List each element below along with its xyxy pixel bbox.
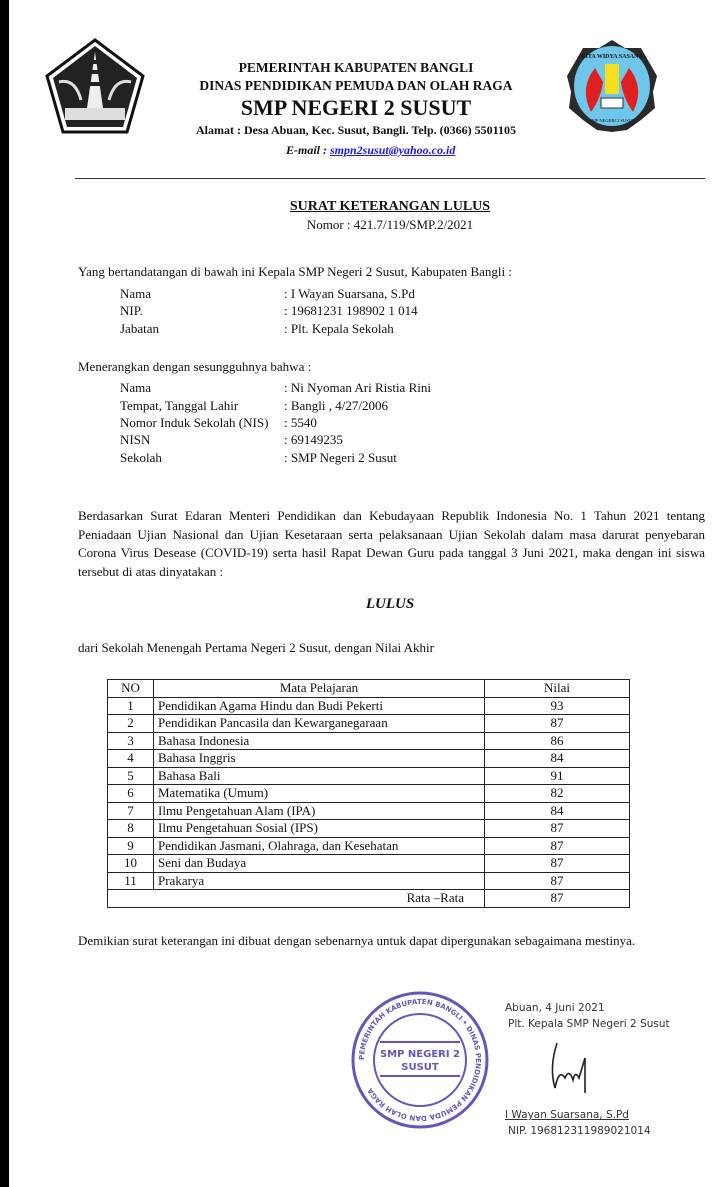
subject-name: Pendidikan Agama Hindu dan Budi Pekerti <box>154 697 485 715</box>
table-row <box>108 837 630 855</box>
row-number: 2 <box>108 715 154 733</box>
row-number: 3 <box>108 732 154 750</box>
grade-value: 87 <box>485 715 630 733</box>
subject-name: Matematika (Umum) <box>154 785 485 803</box>
signer-row: Nama : I Wayan Suarsana, S.Pd <box>120 286 415 301</box>
table-row <box>108 750 630 768</box>
grade-value: 91 <box>485 767 630 785</box>
col-grade: Nilai <box>485 680 630 698</box>
school-stamp <box>350 990 490 1130</box>
kabupaten-bangli-logo <box>45 38 145 136</box>
stamp-ring-text: PEMERINTAH KABUPATEN BANGLI • DINAS PENDIDIKAN PEMUDA DAN OLAH RAGA <box>357 997 483 1123</box>
grades-intro: dari Sekolah Menengah Pertama Negeri 2 Susut, dengan Nilai Akhir <box>78 640 434 655</box>
grade-value: 87 <box>485 820 630 838</box>
header-divider <box>75 178 705 179</box>
table-row <box>108 785 630 803</box>
smp-negeri-2-susut-logo <box>565 38 659 134</box>
row-number: 6 <box>108 785 154 803</box>
email-label: E-mail : <box>286 143 330 157</box>
grade-value: 82 <box>485 785 630 803</box>
table-row <box>108 855 630 873</box>
signer-name: I Wayan Suarsana, S.Pd <box>505 1109 629 1121</box>
student-row: Tempat, Tanggal Lahir : Bangli , 4/27/2006 <box>120 398 388 413</box>
signer-nip: NIP. 196812311989021014 <box>508 1125 651 1137</box>
row-number: 4 <box>108 750 154 768</box>
signature-position: Plt. Kepala SMP Negeri 2 Susut <box>508 1018 670 1030</box>
row-number: 11 <box>108 872 154 890</box>
col-subject: Mata Pelajaran <box>154 680 485 698</box>
black-border <box>0 0 9 1187</box>
average-row <box>108 890 630 908</box>
basis-paragraph: Berdasarkan Surat Edaran Menteri Pendidikan dan Kebudayaan Republik Indonesia No. 1 Tahun 2021 tentang Peniadaan Ujian Nasional dan Ujian Kesetaraan serta pelaksanaan Ujian Sekolah dalam masa darurat penyebaran Corona Virus Desease (COVID-19) serta hasil Rapat Dewan Guru pada tanggal 3 Juni 2021, maka dengan ini siswa tersebut di atas dinyatakan : <box>78 508 705 579</box>
closing-paragraph: Demikian surat keterangan ini dibuat dengan sebenarnya untuk dapat dipergunakan sebagaimana mestinya. <box>78 933 636 948</box>
student-row: NISN : 69149235 <box>120 432 343 447</box>
subject-name: Bahasa Inggris <box>154 750 485 768</box>
average-label: Rata –Rata <box>108 890 485 908</box>
table-row <box>108 697 630 715</box>
row-number: 8 <box>108 820 154 838</box>
school-name: SMP NEGERI 2 SUSUT <box>240 95 472 120</box>
table-header-row <box>108 680 630 698</box>
subject-name: Pendidikan Jasmani, Olahraga, dan Kesehatan <box>154 837 485 855</box>
table-row <box>108 715 630 733</box>
signature-place-date: Abuan, 4 Juni 2021 <box>505 1002 605 1014</box>
subject-name: Seni dan Budaya <box>154 855 485 873</box>
subject-name: Bahasa Indonesia <box>154 732 485 750</box>
school-address: Alamat : Desa Abuan, Kec. Susut, Bangli. Telp. (0366) 5501105 <box>195 123 517 137</box>
signer-row: NIP. : 19681231 198902 1 014 <box>120 303 418 318</box>
row-number: 1 <box>108 697 154 715</box>
table-row <box>108 732 630 750</box>
stamp-center-2: SUSUT <box>401 1062 439 1073</box>
average-value: 87 <box>485 890 630 908</box>
table-row <box>108 872 630 890</box>
student-row: Nomor Induk Sekolah (NIS) : 5540 <box>120 415 317 430</box>
subject-name: Ilmu Pengetahuan Alam (IPA) <box>154 802 485 820</box>
row-number: 7 <box>108 802 154 820</box>
table-row <box>108 802 630 820</box>
stamp-center-1: SMP NEGERI 2 <box>379 1049 461 1060</box>
subject-name: Prakarya <box>154 872 485 890</box>
subject-name: Bahasa Bali <box>154 767 485 785</box>
grade-value: 87 <box>485 837 630 855</box>
grades-table <box>107 679 630 908</box>
row-number: 9 <box>108 837 154 855</box>
grade-value: 87 <box>485 855 630 873</box>
grade-value: 84 <box>485 802 630 820</box>
grade-value: 86 <box>485 732 630 750</box>
svg-text:PEMERINTAH KABUPATEN BANGLI • <box>358 998 482 1122</box>
intro-text: Yang bertandatangan di bawah ini Kepala SMP Negeri 2 Susut, Kabupaten Bangli : <box>78 264 512 279</box>
header-line1: PEMERINTAH KABUPATEN BANGLI <box>238 60 474 75</box>
document-number: Nomor : 421.7/119/SMP.2/2021 <box>306 217 474 232</box>
email-link[interactable]: smpn2susut@yahoo.co.id <box>330 143 456 157</box>
subject-name: Pendidikan Pancasila dan Kewarganegaraan <box>154 715 485 733</box>
logo-motto: CITA WIDYA SASANA <box>581 54 643 60</box>
header-line2: DINAS PENDIDIKAN PEMUDA DAN OLAH RAGA <box>199 78 513 93</box>
grade-value: 87 <box>485 872 630 890</box>
result-status: LULUS <box>365 596 415 612</box>
grade-value: 93 <box>485 697 630 715</box>
student-row: Nama : Ni Nyoman Ari Ristia Rini <box>120 380 431 395</box>
row-number: 10 <box>108 855 154 873</box>
signer-row: Jabatan : Plt. Kepala Sekolah <box>120 321 394 336</box>
grade-value: 84 <box>485 750 630 768</box>
table-row <box>108 767 630 785</box>
row-number: 5 <box>108 767 154 785</box>
email-line <box>286 143 455 158</box>
student-row: Sekolah : SMP Negeri 2 Susut <box>120 450 397 465</box>
handwritten-signature <box>545 1038 595 1098</box>
menerangkan-text: Menerangkan dengan sesungguhnya bahwa : <box>78 359 312 374</box>
logo-bottom-text: SMP NEGERI 2 SUSUT <box>589 118 635 123</box>
document-title: SURAT KETERANGAN LULUS <box>289 199 491 214</box>
subject-name: Ilmu Pengetahuan Sosial (IPS) <box>154 820 485 838</box>
col-no: NO <box>108 680 154 698</box>
table-row <box>108 820 630 838</box>
